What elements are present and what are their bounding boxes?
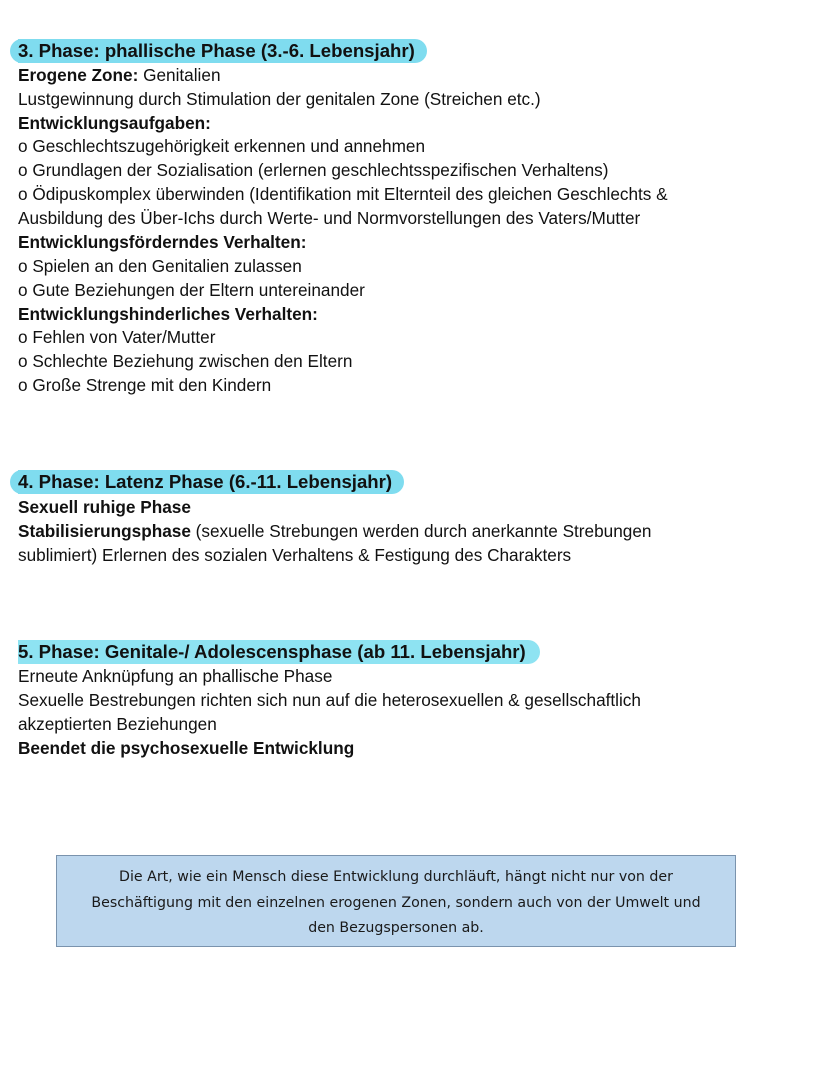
summary-note-box (56, 855, 736, 947)
entwicklungsaufgaben-label: Entwicklungsaufgaben: (18, 113, 211, 133)
stabilisierung-text: (sexuelle Strebungen werden durch anerkannte Strebungen (190, 521, 652, 541)
phase5-end-line: Beendet die psychosexuelle Entwicklung (18, 738, 355, 758)
phase5-heading (18, 640, 540, 664)
hinderlich-item: o Fehlen von Vater/Mutter (18, 327, 216, 347)
aufgabe-item: o Geschlechtszugehörigkeit erkennen und annehmen (18, 136, 426, 156)
foerdernd-item: o Gute Beziehungen der Eltern untereinander (18, 280, 365, 300)
erogene-zone-label: Erogene Zone: (18, 65, 139, 85)
aufgabe-item: o Ödipuskomplex überwinden (Identifikation mit Elternteil des gleichen Geschlechts & (18, 184, 668, 204)
phase5-line: akzeptierten Beziehungen (18, 714, 217, 734)
phase4-heading-text: 4. Phase: Latenz Phase (6.-11. Lebensjahr) (18, 471, 393, 492)
note-line: Beschäftigung mit den einzelnen erogenen Zonen, sondern auch von der Umwelt und (91, 894, 701, 911)
hinderlich-item: o Große Strenge mit den Kindern (18, 375, 272, 395)
lustgewinnung-line: Lustgewinnung durch Stimulation der genitalen Zone (Streichen etc.) (18, 89, 541, 109)
foerdernd-label: Entwicklungsförderndes Verhalten: (18, 232, 307, 252)
phase5-line: Sexuelle Bestrebungen richten sich nun auf die heterosexuellen & gesellschaftlich (18, 690, 641, 710)
phase4-heading (18, 470, 404, 494)
phase5-line: Erneute Anknüpfung an phallische Phase (18, 666, 333, 686)
erogene-zone-value: Genitalien (138, 65, 221, 85)
phase5-heading-text: 5. Phase: Genitale-/ Adolescensphase (ab 11. Lebensjahr) (18, 641, 526, 662)
foerdernd-item: o Spielen an den Genitalien zulassen (18, 256, 302, 276)
ruhige-phase-line: Sexuell ruhige Phase (18, 497, 191, 517)
aufgabe-item-cont: Ausbildung des Über-Ichs durch Werte- und Normvorstellungen des Vaters/Mutter (18, 208, 641, 228)
stabilisierung-line (18, 520, 651, 544)
phase3-heading-text: 3. Phase: phallische Phase (3.-6. Lebensjahr) (18, 40, 415, 61)
hinderlich-label: Entwicklungshinderliches Verhalten: (18, 304, 318, 324)
erogene-zone-line (18, 64, 221, 88)
note-line: Die Art, wie ein Mensch diese Entwicklung durchläuft, hängt nicht nur von der (119, 869, 673, 885)
stabilisierung-label: Stabilisierungsphase (18, 521, 191, 541)
phase3-heading (18, 39, 427, 63)
note-line: den Bezugspersonen ab. (308, 920, 484, 936)
aufgabe-item: o Grundlagen der Sozialisation (erlernen geschlechtsspezifischen Verhaltens) (18, 160, 609, 180)
hinderlich-item: o Schlechte Beziehung zwischen den Eltern (18, 351, 353, 371)
stabilisierung-cont: sublimiert) Erlernen des sozialen Verhaltens & Festigung des Charakters (18, 545, 572, 565)
